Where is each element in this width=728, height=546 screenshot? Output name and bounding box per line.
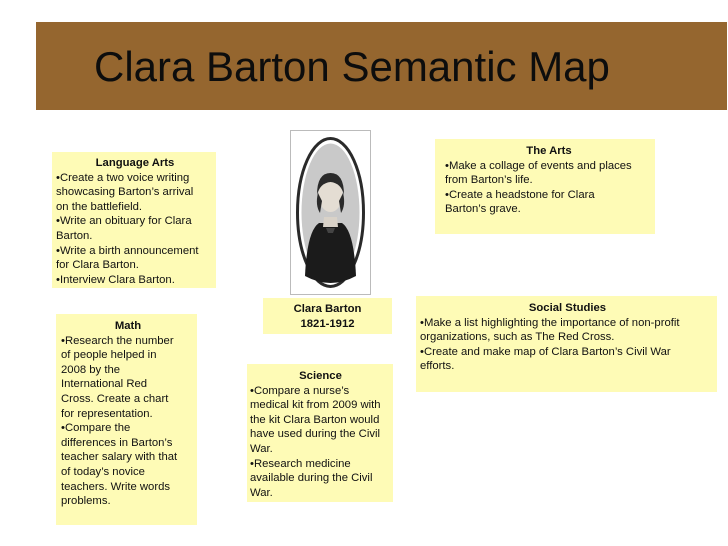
page-title: Clara Barton Semantic Map	[94, 43, 610, 90]
the-arts-heading: The Arts	[526, 145, 572, 157]
math-line: for representation.	[61, 407, 153, 420]
math-line: •Compare the	[61, 422, 131, 435]
math-line: Cross. Create a chart	[61, 392, 169, 405]
math-line: 2008 by the	[61, 363, 121, 376]
language-arts-line: for Clara Barton.	[56, 259, 139, 272]
science-line: the kit Clara Barton would	[250, 413, 380, 426]
the-arts-line: from Barton’s life.	[445, 174, 533, 187]
math-line: of people helped in	[61, 349, 157, 362]
the-arts-line: Barton’s grave.	[445, 203, 521, 216]
math-box	[56, 314, 197, 525]
language-arts-heading: Language Arts	[95, 157, 175, 169]
math-line: teacher salary with that	[61, 451, 178, 464]
language-arts-line: •Write an obituary for Clara	[56, 215, 192, 228]
social-studies-line: •Make a list highlighting the importance of non-profit	[420, 316, 680, 329]
center-name: Clara Barton	[293, 303, 362, 315]
clara-barton-portrait	[290, 130, 371, 295]
language-arts-line: •Interview Clara Barton.	[56, 273, 175, 286]
language-arts-line: •Write a birth announcement	[56, 244, 199, 257]
language-arts-line: showcasing Barton’s arrival	[56, 186, 194, 199]
math-heading: Math	[114, 320, 142, 332]
science-line: available during the Civil	[250, 472, 373, 485]
math-line: differences in Barton’s	[61, 436, 173, 449]
language-arts-line: on the battlefield.	[56, 200, 143, 213]
social-studies-box	[416, 296, 717, 392]
math-line: International Red	[61, 378, 148, 391]
science-heading: Science	[299, 370, 342, 382]
portrait-icon	[291, 131, 370, 294]
science-line: •Compare a nurse’s	[250, 384, 350, 397]
science-line: medical kit from 2009 with	[250, 399, 381, 412]
center-box	[263, 298, 392, 334]
the-arts-line: •Create a headstone for Clara	[445, 188, 595, 201]
science-line: War.	[250, 442, 273, 455]
math-line: teachers. Write words	[61, 480, 171, 493]
social-studies-line: organizations, such as The Red Cross.	[420, 331, 615, 344]
math-line: •Research the number	[61, 334, 174, 347]
science-box	[247, 364, 393, 502]
science-line: have used during the Civil	[250, 428, 380, 441]
social-studies-line: efforts.	[420, 360, 455, 373]
language-arts-box	[52, 152, 216, 288]
title-bar	[36, 22, 727, 110]
language-arts-line: •Create a two voice writing	[56, 171, 190, 184]
science-line: War.	[250, 486, 273, 499]
the-arts-line: •Make a collage of events and places	[445, 159, 632, 172]
center-years: 1821-1912	[300, 317, 355, 330]
social-studies-heading: Social Studies	[528, 302, 607, 314]
the-arts-box	[435, 139, 655, 234]
math-line: of today’s novice	[61, 465, 145, 478]
social-studies-line: •Create and make map of Clara Barton’s Civil War	[420, 345, 671, 358]
language-arts-line: Barton.	[56, 229, 93, 242]
math-line: problems.	[61, 495, 111, 508]
science-line: •Research medicine	[250, 457, 351, 470]
